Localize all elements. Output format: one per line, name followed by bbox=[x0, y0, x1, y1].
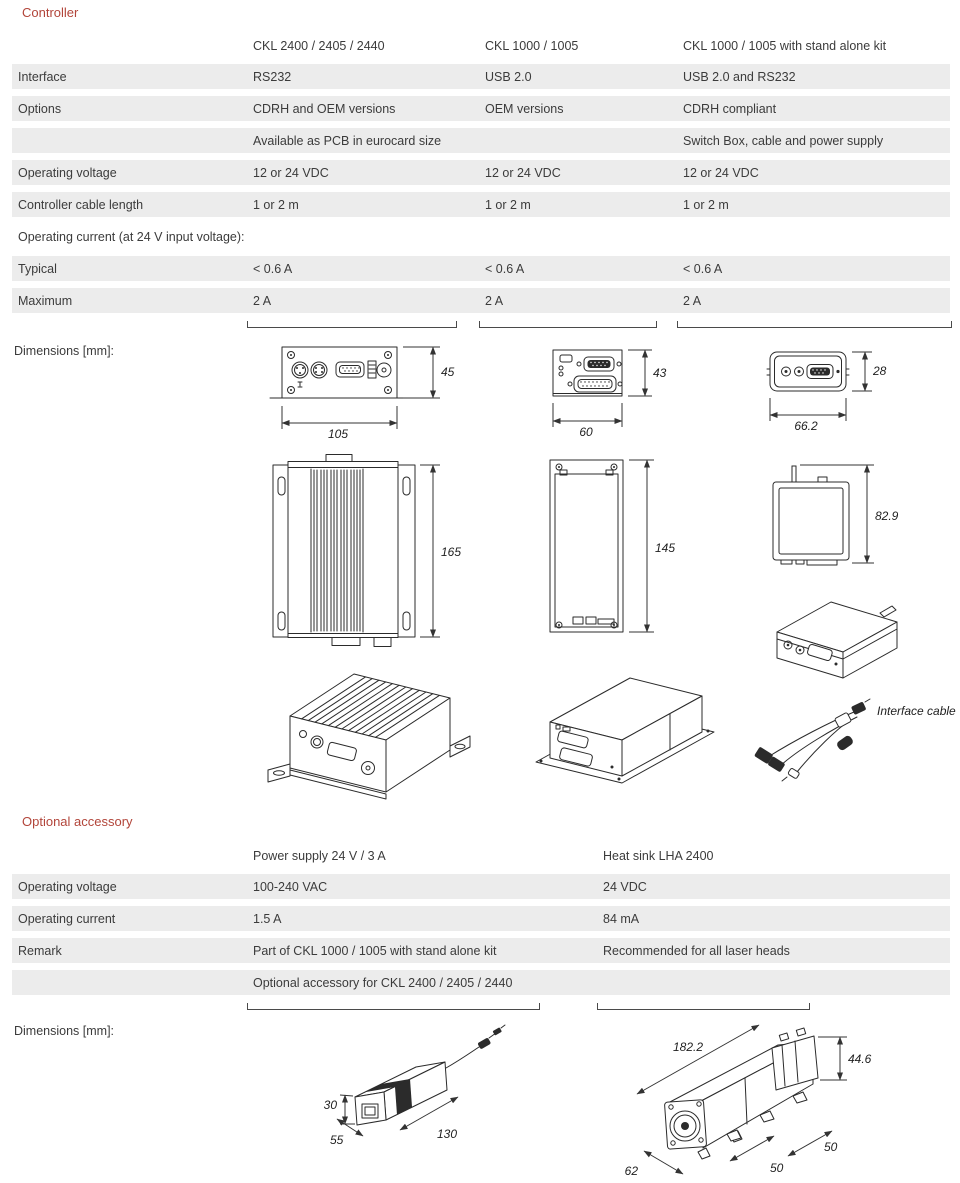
dim-heatsink-width: 62 bbox=[624, 1164, 638, 1178]
drawing-ckl2400-front-panel bbox=[270, 347, 455, 441]
spec-cell: < 0.6 A bbox=[485, 261, 525, 276]
spec-cell: 2 A bbox=[683, 293, 702, 308]
spec-cell: Switch Box, cable and power supply bbox=[683, 133, 884, 148]
spec-cell: Part of CKL 1000 / 1005 with stand alone kit bbox=[253, 943, 497, 958]
column-header-kit: CKL 1000 / 1005 with stand alone kit bbox=[683, 39, 887, 53]
table-header-row bbox=[12, 846, 950, 866]
dim-heatsink-hole-spacing-2: 50 bbox=[824, 1140, 838, 1154]
spec-cell: 12 or 24 VDC bbox=[683, 165, 759, 180]
row-label: Operating voltage bbox=[18, 879, 117, 894]
column-bracket bbox=[479, 321, 657, 328]
spec-cell: 1 or 2 m bbox=[683, 197, 729, 212]
dim-ckl2400-front-width: 105 bbox=[327, 427, 349, 441]
table-row bbox=[12, 96, 950, 121]
spec-cell: 2 A bbox=[485, 293, 504, 308]
dim-psu-length: 130 bbox=[437, 1127, 458, 1141]
dim-heatsink-hole-spacing-1: 50 bbox=[770, 1161, 784, 1175]
dim-heatsink-length: 182.2 bbox=[673, 1040, 704, 1054]
drawing-ckl2400-3d-view bbox=[268, 674, 470, 799]
controller-spec-table bbox=[12, 36, 950, 329]
dim-heatsink-height: 44.6 bbox=[848, 1052, 872, 1066]
accessory-spec-table bbox=[12, 846, 950, 1011]
table-row bbox=[12, 192, 950, 217]
dim-ckl2400-front-height: 45 bbox=[441, 365, 455, 379]
column-header-heat-sink: Heat sink LHA 2400 bbox=[603, 849, 714, 863]
column-bracket bbox=[677, 321, 952, 328]
spec-cell: < 0.6 A bbox=[253, 261, 293, 276]
spec-cell: Recommended for all laser heads bbox=[603, 943, 790, 958]
spec-cell: USB 2.0 and RS232 bbox=[683, 69, 796, 84]
table-row bbox=[12, 938, 950, 963]
row-label: Maximum bbox=[18, 293, 73, 308]
dim-ckl1000-front-height: 43 bbox=[653, 366, 667, 380]
spec-cell: 24 VDC bbox=[603, 879, 647, 894]
spec-cell: OEM versions bbox=[485, 101, 564, 116]
spec-cell: 2 A bbox=[253, 293, 272, 308]
drawing-ckl2400-top-view bbox=[273, 455, 461, 647]
dim-switchbox-top-height: 82.9 bbox=[875, 509, 899, 523]
controller-drawings bbox=[240, 330, 960, 800]
group-row-operating-current bbox=[12, 224, 950, 249]
dimensions-label: Dimensions [mm]: bbox=[14, 1024, 115, 1038]
table-row bbox=[12, 906, 950, 931]
table-header-row bbox=[12, 36, 950, 56]
dim-psu-height: 30 bbox=[323, 1098, 337, 1112]
dim-kit-front-width: 66.2 bbox=[794, 419, 818, 433]
row-label: Operating voltage bbox=[18, 165, 117, 180]
spec-cell: < 0.6 A bbox=[683, 261, 723, 276]
spec-cell: USB 2.0 bbox=[485, 69, 532, 84]
drawing-ckl1000-front-panel bbox=[553, 350, 667, 439]
spec-cell: Available as PCB in eurocard size bbox=[253, 133, 442, 148]
drawing-ckl1000-top-view bbox=[550, 460, 675, 632]
row-label: Interface bbox=[18, 69, 67, 84]
table-row bbox=[12, 874, 950, 899]
column-header-ckl2400: CKL 2400 / 2405 / 2440 bbox=[253, 39, 385, 53]
column-header-power-supply: Power supply 24 V / 3 A bbox=[253, 849, 386, 863]
spec-cell: 1 or 2 m bbox=[485, 197, 531, 212]
row-label: Options bbox=[18, 101, 62, 116]
row-label: Controller cable length bbox=[18, 197, 144, 212]
dim-kit-front-height: 28 bbox=[873, 364, 887, 378]
drawing-ckl1000-3d-view bbox=[536, 678, 714, 783]
table-row bbox=[12, 160, 950, 185]
table-row bbox=[12, 970, 950, 995]
drawing-switchbox-3d-view bbox=[777, 602, 897, 678]
row-label: Remark bbox=[18, 943, 62, 958]
table-row bbox=[12, 64, 950, 89]
section-heading-optional-accessory: Optional accessory bbox=[22, 814, 133, 829]
column-brackets bbox=[12, 320, 950, 329]
table-row bbox=[12, 256, 950, 281]
spec-cell: 1 or 2 m bbox=[253, 197, 299, 212]
dim-psu-width: 55 bbox=[330, 1133, 344, 1147]
table-row bbox=[12, 128, 950, 153]
row-label: Typical bbox=[18, 261, 57, 276]
drawing-kit-front-panel bbox=[767, 352, 887, 433]
spec-cell: 12 or 24 VDC bbox=[253, 165, 329, 180]
drawing-power-supply-3d bbox=[324, 1025, 505, 1147]
interface-cable-label: Interface cable bbox=[877, 704, 956, 718]
accessory-drawings bbox=[300, 1020, 960, 1183]
spec-cell: 84 mA bbox=[603, 911, 640, 926]
column-header-ckl1000: CKL 1000 / 1005 bbox=[485, 39, 579, 53]
section-heading-controller: Controller bbox=[22, 5, 79, 20]
column-bracket bbox=[247, 321, 457, 328]
spec-cell: CDRH compliant bbox=[683, 101, 777, 116]
dimensions-label: Dimensions [mm]: bbox=[14, 344, 115, 358]
column-brackets bbox=[12, 1002, 950, 1011]
spec-cell: 12 or 24 VDC bbox=[485, 165, 561, 180]
spec-cell: CDRH and OEM versions bbox=[253, 101, 396, 116]
column-bracket bbox=[597, 1003, 810, 1010]
table-row bbox=[12, 288, 950, 313]
drawing-heatsink-3d bbox=[625, 1025, 872, 1178]
drawing-switchbox-top-view bbox=[773, 465, 899, 565]
spec-cell: RS232 bbox=[253, 69, 292, 84]
group-row-label: Operating current (at 24 V input voltage): bbox=[18, 229, 245, 244]
row-label: Operating current bbox=[18, 911, 116, 926]
column-bracket bbox=[247, 1003, 540, 1010]
dim-ckl1000-top-height: 145 bbox=[655, 541, 676, 555]
drawing-interface-cable bbox=[754, 699, 956, 781]
spec-cell: Optional accessory for CKL 2400 / 2405 / 2440 bbox=[253, 975, 513, 990]
spec-cell: 1.5 A bbox=[253, 911, 282, 926]
dim-ckl2400-top-height: 165 bbox=[441, 545, 462, 559]
dim-ckl1000-front-width: 60 bbox=[579, 425, 593, 439]
spec-cell: 100-240 VAC bbox=[253, 879, 328, 894]
